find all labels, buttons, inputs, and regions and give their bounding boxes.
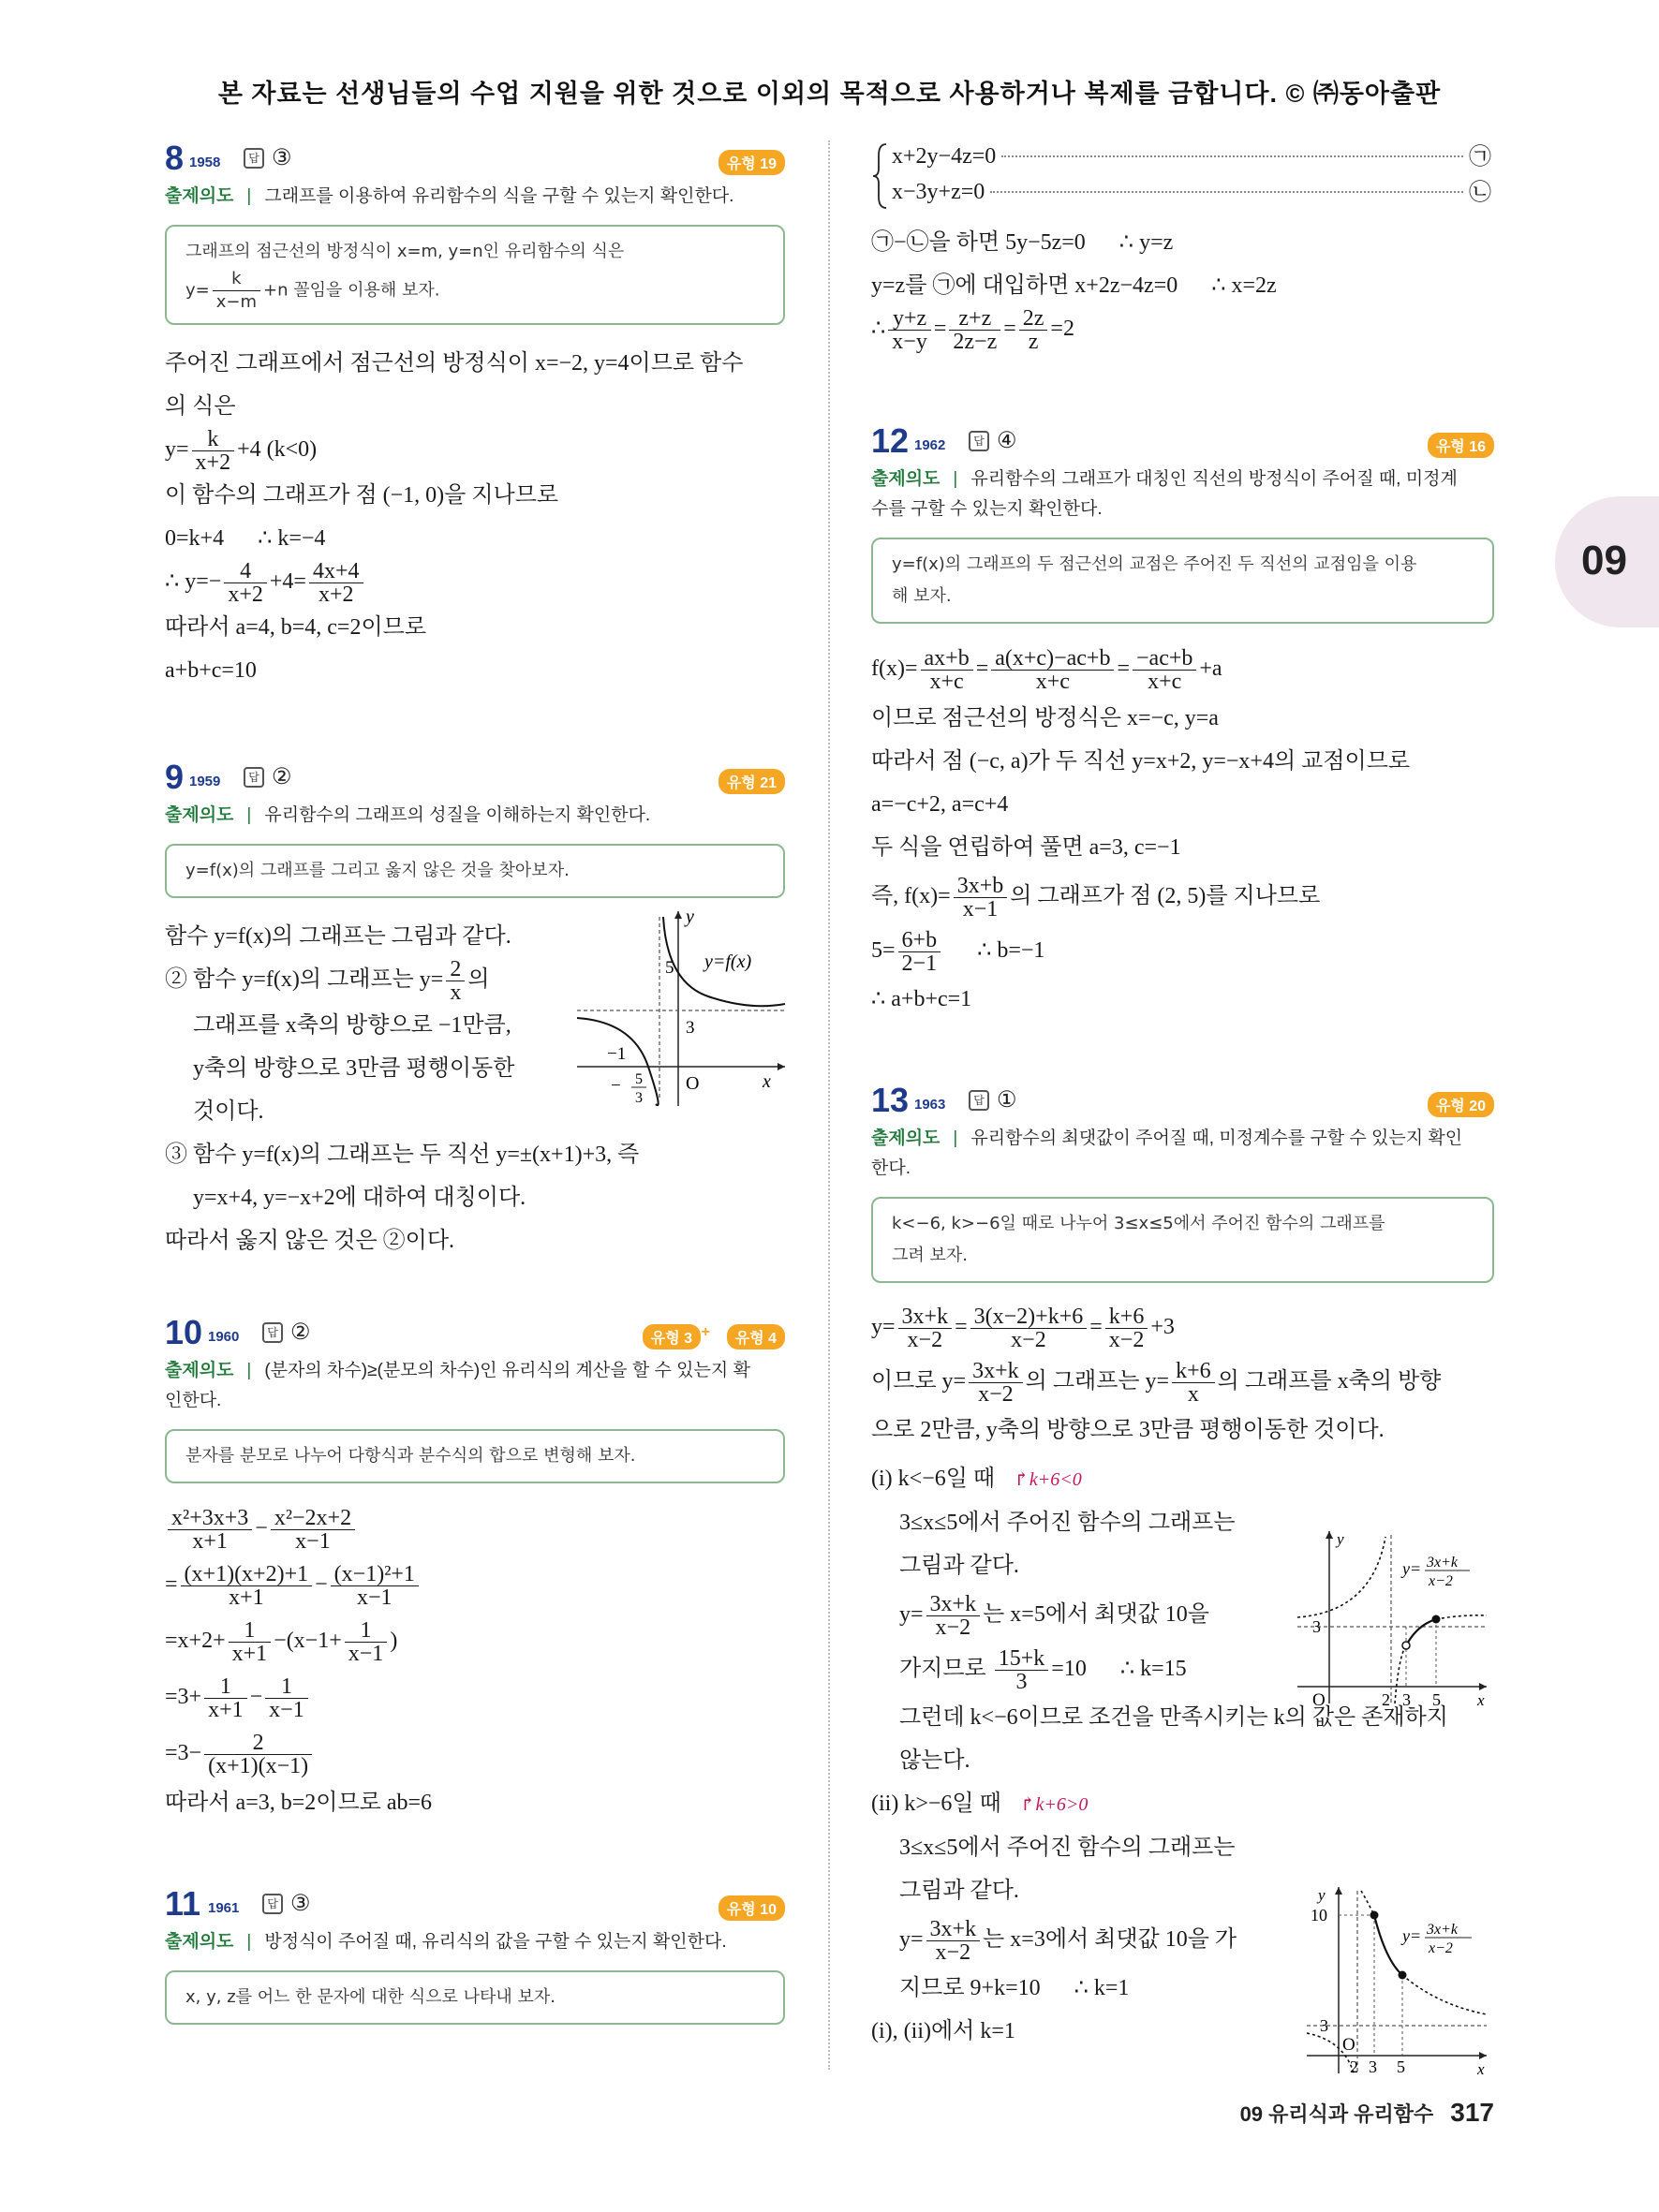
intent-label: 출제의도: [165, 805, 234, 825]
fraction-denominator: 2−1: [901, 951, 938, 976]
solution-line: 따라서 옳지 않은 것은 ②이다.: [165, 1229, 455, 1253]
solution-text: −: [255, 1516, 268, 1541]
solution-text: 의 그래프는 y=: [1025, 1369, 1170, 1394]
problem-id: 1961: [208, 1900, 240, 1916]
solution-text: y=: [871, 1315, 896, 1339]
problem-number: 13: [871, 1081, 910, 1119]
axis-label-x: x: [763, 1071, 771, 1092]
fraction-numerator: (x+1)(x+2)+1: [181, 1563, 313, 1586]
solution-text: =10 ∴ k=15: [1051, 1657, 1187, 1681]
fraction-numerator: a(x+c)−ac+b: [991, 647, 1114, 671]
axis-label-x: x: [1477, 2060, 1485, 2078]
problem-header: [871, 1081, 1494, 1122]
solution-line: 지므로 9+k=10 ∴ k=1: [899, 1976, 1130, 2000]
solution-text: =: [933, 317, 947, 342]
problem-id: 1962: [914, 437, 946, 453]
solution-line: 의 식은: [165, 394, 236, 419]
tick-label: 3: [686, 1018, 695, 1038]
intent-text: (분자의 차수)≥(분모의 차수)인 유리식의 계산을 할 수 있는지 확: [264, 1361, 750, 1380]
solution-line: 따라서 a=3, b=2이므로 ab=6: [165, 1791, 433, 1815]
solution-text: 의: [467, 967, 490, 993]
system-equation: x−3y+z=0: [892, 180, 985, 204]
fraction-denominator: x+1: [229, 1585, 264, 1610]
hint-box: [871, 1197, 1494, 1283]
solution-text: 의 그래프가 점 (2, 5)를 지나므로: [1010, 884, 1321, 908]
solution-line: 그림과 같다.: [899, 1879, 1019, 1903]
solution-line: 이 함수의 그래프가 점 (−1, 0)을 지나므로: [165, 483, 559, 508]
fraction-denominator: x: [1187, 1381, 1199, 1407]
intent-line: 출제의도 | 그래프를 이용하여 유리함수의 식을 구할 수 있는지 확인한다.: [165, 186, 734, 206]
intent-label: 출제의도: [165, 1361, 234, 1380]
axis-label-y: y: [1318, 1886, 1326, 1904]
problem-number: 8: [165, 139, 185, 177]
solution-line: y=z를 ㉠에 대입하면 x+2z−4z=0 ∴ x=2z: [871, 273, 1277, 298]
fraction-numerator: 4x+4: [309, 560, 363, 583]
hint-text: 그려 보자.: [892, 1246, 968, 1265]
solution-line: 주어진 그래프에서 점근선의 방정식이 x=−2, y=4이므로 함수: [165, 351, 744, 376]
axis-label-y: y: [1337, 1530, 1344, 1548]
solution-text: 5=: [871, 938, 896, 963]
solution-line: 3≤x≤5에서 주어진 함수의 그래프는: [899, 1511, 1236, 1535]
tick-label: 3: [1312, 1617, 1321, 1636]
solution-line: 0=k+4 ∴ k=−4: [165, 526, 326, 551]
fraction-denominator: x−2: [935, 1939, 971, 1965]
solution-line: ③ 함수 y=f(x)의 그래프는 두 직선 y=±(x+1)+3, 즉: [165, 1143, 640, 1167]
fraction-denominator: x+1: [231, 1641, 268, 1666]
hint-text: y=f(x)의 그래프의 두 점근선의 교점은 주어진 두 직선의 교점임을 이용: [892, 554, 1417, 574]
solution-body: y= $\frac{3x+k}{x-2}$ = $\frac{3(x-2)+k+6}{x-2}$ = $\frac{k+6}{x-2}$ +3 이므로 y= $\frac{3x+k}{x-2}$ 의 그래프는 y= $\frac{k+6}{x}$ 의 그래프를 x축의 방향 으로 2만큼, y축의 방향으로 3만큼 평행이동한 것이다. (i) k<−6일 때 ↱k+6<0 3≤x≤5에서 주어진 함수의 그래프는 그림과 같다. y= $\frac{3x+k}{x-2}$ 는 x=5에서 최댓값 10을 가지므로 $\frac{15+k}{3}$ =10 ∴ k=15 그런데 k<−6이므로 조건을 만족시키는 k의 값은 존재하지 않는다. (ii) k>−6일 때 ↱k+6>0 3≤x≤5에서 주어진 함수의 그래프는 그림과 같다. y= $\frac{3x+k}{x-2}$ 는 x=3에서 최댓값 10을 가 지므로 9+k=10 ∴ k=1 (i), (ii)에서 k=1: [871, 1300, 1494, 2053]
problem-12: [871, 421, 1494, 1021]
solution-line: 따라서 a=4, b=4, c=2이므로: [165, 615, 427, 640]
answer-value: ②: [272, 764, 292, 789]
solution-text: ): [390, 1629, 398, 1653]
fraction-numerator: −ac+b: [1133, 647, 1196, 671]
graph-p9: [577, 907, 792, 1109]
answer-icon: 답: [244, 148, 264, 169]
fraction-numerator: 1: [345, 1619, 388, 1643]
fraction-numerator: x²−2x+2: [271, 1507, 355, 1530]
solution-text: =: [1117, 656, 1130, 681]
fraction-denominator: x−2: [907, 1327, 943, 1352]
fraction-numerator: 1: [265, 1675, 308, 1699]
fraction-denominator: x+c: [1148, 669, 1182, 694]
fraction-denominator: x−1: [357, 1585, 393, 1610]
solution-text: =: [1089, 1315, 1103, 1339]
solution-text: −(x−1+: [274, 1629, 342, 1653]
intent-text: 유리함수의 최댓값이 주어질 때, 미정계수를 구할 수 있는지 확인: [970, 1128, 1463, 1148]
intent-text: 그래프를 이용하여 유리함수의 식을 구할 수 있는지 확인한다.: [264, 186, 734, 206]
chapter-side-tab: [1555, 496, 1659, 627]
endpoint-max: [1370, 1911, 1379, 1920]
solution-line: ㉠−㉡을 하면 5y−5z=0 ∴ y=z: [871, 230, 1174, 255]
solution-line: 그림과 같다.: [899, 1554, 1019, 1578]
fraction-numerator: (x−1)²+1: [331, 1563, 419, 1586]
fraction-denominator: x−2: [1011, 1327, 1046, 1352]
left-column: [165, 139, 785, 2042]
curve-label: y=f(x): [704, 951, 752, 972]
intent-text: 인한다.: [165, 1391, 222, 1410]
solution-text: ∴ b=−1: [943, 938, 1045, 963]
intent-text: 유리함수의 그래프가 대칭인 직선의 방정식이 주어질 때, 미정계: [970, 469, 1458, 489]
hint-box: [165, 1429, 785, 1483]
fraction-numerator: 1: [204, 1675, 247, 1699]
tick-label: 10: [1311, 1906, 1327, 1924]
solution-line: 이므로 점근선의 방정식은 x=−c, y=a: [871, 706, 1219, 730]
page-footer: [1240, 2098, 1494, 2128]
fraction-denominator: x−1: [348, 1641, 384, 1666]
answer-icon: 답: [969, 431, 989, 451]
problem-11-continued: [871, 139, 1494, 354]
solution-text: =: [975, 656, 989, 681]
graph-case-ii: [1307, 1881, 1494, 2078]
curve-label: y=: [1402, 1926, 1422, 1945]
tick-label: 3: [635, 1090, 643, 1106]
fraction-denominator: x−y: [892, 330, 927, 354]
curve-label-numerator: 3x+k: [1427, 1555, 1458, 1571]
problem-header: [165, 1884, 785, 1925]
fraction-numerator: 15+k: [995, 1647, 1049, 1671]
problem-number: 9: [165, 758, 185, 796]
solution-text: +3: [1150, 1315, 1175, 1339]
curve-left-branch: [1297, 1537, 1385, 1617]
copyright-banner: 본 자료는 선생님들의 수업 지원을 위한 것으로 이외의 목적으로 사용하거나 복제를 금합니다. © ㈜동아출판: [217, 80, 1442, 108]
hint-text: 그래프의 점근선의 방정식이 x=m, y=n인 유리함수의 식은: [185, 242, 625, 261]
problem-header: [165, 758, 785, 799]
intent-label: 출제의도: [871, 469, 941, 489]
tick-label: 3: [1369, 2057, 1377, 2076]
solution-line: 그런데 k<−6이므로 조건을 만족시키는 k의 값은 존재하지: [899, 1705, 1448, 1730]
fraction-denominator: x+1: [208, 1697, 244, 1722]
origin-label: O: [1312, 1690, 1326, 1708]
fraction-numerator: k: [192, 428, 235, 451]
fraction-denominator: x−1: [295, 1528, 331, 1554]
solution-text: −: [249, 1685, 263, 1709]
intent-label: 출제의도: [871, 1128, 941, 1148]
solution-line: 그래프를 x축의 방향으로 −1만큼,: [193, 1013, 511, 1038]
problem-header: [165, 139, 785, 180]
fraction-denominator: x+2: [318, 582, 354, 607]
solution-text: y=: [165, 437, 189, 463]
solution-text: =3−: [165, 1741, 202, 1765]
solution-text: =: [955, 1315, 968, 1339]
tick-label: 5: [635, 1071, 643, 1087]
type-badge: 유형 3: [643, 1324, 701, 1349]
endpoint-open: [1402, 1642, 1410, 1649]
tick-label: −1: [607, 1044, 627, 1064]
type-badge: 유형 4: [727, 1324, 785, 1349]
intent-label: 출제의도: [165, 1932, 234, 1952]
intent-text: 수를 구할 수 있는지 확인한다.: [871, 499, 1103, 519]
problem-id: 1959: [189, 774, 221, 789]
graph-case-i: [1297, 1526, 1494, 1708]
fraction-numerator: 2: [204, 1732, 312, 1755]
chapter-tab-label: 09: [1581, 538, 1627, 583]
fraction-denominator: z: [1028, 330, 1039, 354]
intent-text: 유리함수의 그래프의 성질을 이해하는지 확인한다.: [264, 805, 651, 825]
fraction-numerator: k+6: [1105, 1305, 1148, 1329]
hint-text: +n 꼴임을 이용해 보자.: [263, 280, 440, 301]
solution-text: 이므로 y=: [871, 1369, 967, 1394]
solution-line: 않는다.: [899, 1748, 970, 1773]
fraction-denominator: x−m: [215, 292, 258, 312]
curve-label-denominator: x−2: [1429, 1940, 1453, 1956]
fraction-denominator: 3: [1015, 1669, 1028, 1694]
solution-line: 함수 y=f(x)의 그래프는 그림과 같다.: [165, 924, 511, 949]
solution-text: 의 그래프를 x축의 방향: [1217, 1369, 1442, 1394]
fraction-denominator: x: [450, 981, 462, 1005]
fraction-numerator: 3x+k: [969, 1360, 1023, 1383]
solution-line: a=−c+2, a=c+4: [871, 792, 1009, 817]
answer-icon: 답: [262, 1322, 283, 1343]
fraction-numerator: 4: [224, 560, 267, 583]
fraction-denominator: x+2: [195, 450, 231, 475]
answer-value: ③: [272, 145, 292, 170]
fraction-numerator: 3x+k: [926, 1593, 981, 1616]
answer-value: ②: [290, 1320, 311, 1345]
solution-text: ∴ y=−: [165, 569, 222, 595]
hint-text: 분자를 분모로 나누어 다항식과 분수식의 합으로 변형해 보자.: [185, 1446, 636, 1466]
solution-body: [165, 1500, 785, 1824]
solution-text: +4 (k<0): [237, 437, 318, 463]
solution-line: y축의 방향으로 3만큼 평행이동한: [193, 1056, 515, 1081]
solution-line: y=x+4, y=−x+2에 대하여 대칭이다.: [193, 1186, 526, 1210]
fraction-numerator: x²+3x+3: [168, 1507, 252, 1530]
problem-header: 10 1960 답 ② 유형 3 + 유형 4: [165, 1313, 785, 1354]
problem-number: 12: [871, 421, 910, 460]
tick-label: 3: [1320, 2016, 1328, 2035]
hint-text: y=f(x)의 그래프를 그리고 옳지 않은 것을 찾아보자.: [185, 861, 570, 880]
curve-solid-segment: [1406, 1619, 1436, 1645]
solution-body: [871, 641, 1494, 1021]
solution-line: 것이다.: [193, 1099, 264, 1124]
solution-text: =: [1003, 317, 1016, 342]
fraction-denominator: 2z−z: [953, 330, 998, 354]
hint-text: x, y, z를 어느 한 문자에 대한 식으로 나타내 보자.: [185, 1987, 556, 2007]
fraction-numerator: 6+b: [898, 929, 941, 952]
axis-label-x: x: [1477, 1691, 1485, 1708]
fraction-numerator: 2z: [1019, 307, 1048, 331]
tick-label: 5: [1432, 1690, 1441, 1708]
tick-label: 3: [1402, 1690, 1411, 1708]
fraction-denominator: x+1: [192, 1528, 228, 1554]
equation-marker: ㉡: [1469, 179, 1491, 205]
intent-text: 방정식이 주어질 때, 유리식의 값을 구할 수 있는지 확인한다.: [264, 1932, 727, 1952]
solution-text: y=: [899, 1927, 924, 1952]
solution-text: +4=: [269, 569, 306, 595]
column-divider: [828, 140, 830, 2070]
fraction-denominator: x−1: [269, 1697, 304, 1722]
problem-13: [871, 1081, 1494, 2078]
axis-label-y: y: [686, 907, 694, 927]
hint-text: y=: [185, 280, 210, 301]
answer-icon: 답: [969, 1090, 989, 1111]
problem-id: 1958: [189, 155, 221, 170]
hint-box: [165, 225, 785, 325]
fraction-numerator: y+z: [888, 307, 931, 331]
answer-icon: 답: [262, 1894, 283, 1914]
type-badge: 유형 10: [718, 1895, 785, 1921]
solution-text: 가지므로: [899, 1657, 986, 1681]
solution-body: [165, 342, 785, 692]
solution-text: f(x)=: [871, 656, 918, 681]
fraction-numerator: z+z: [949, 307, 1000, 331]
tick-label: −: [611, 1076, 621, 1096]
system-brace: [871, 142, 890, 210]
equation-marker: ㉠: [1469, 143, 1491, 170]
hint-box: [871, 538, 1494, 624]
fraction-denominator: x−2: [978, 1381, 1014, 1407]
fraction-numerator: 2: [446, 958, 465, 981]
fraction-numerator: 3(x−2)+k+6: [970, 1305, 1088, 1329]
type-badge: 유형 21: [718, 769, 785, 794]
intent-line: 출제의도 | 유리함수의 그래프의 성질을 이해하는지 확인한다.: [165, 805, 651, 825]
solution-text: y=: [899, 1602, 924, 1627]
problem-10: [165, 1313, 785, 1824]
answer-value: ④: [997, 428, 1017, 453]
fraction-denominator: x+c: [929, 669, 964, 694]
curve-solid-segment: [1374, 1915, 1402, 1975]
case-heading: (i) k<−6일 때: [871, 1467, 996, 1491]
type-badge: 유형 19: [718, 150, 785, 175]
solution-line: 으로 2만큼, y축의 방향으로 3만큼 평행이동한 것이다.: [871, 1418, 1385, 1442]
answer-value: ①: [997, 1087, 1017, 1113]
type-badge: 유형 16: [1428, 433, 1494, 458]
solution-line: (i), (ii)에서 k=1: [871, 2019, 1015, 2043]
right-column: [871, 139, 1494, 2078]
case-heading: (ii) k>−6일 때: [871, 1792, 1001, 1816]
fraction-numerator: 3x+k: [898, 1305, 953, 1329]
system-equation: x+2y−4z=0: [892, 144, 997, 169]
intent-line: 출제의도 | 유리함수의 최댓값이 주어질 때, 미정계수를 구할 수 있는지 확인 한다.: [871, 1128, 1463, 1178]
intent-label: 출제의도: [165, 186, 234, 206]
fraction-numerator: k+6: [1172, 1360, 1215, 1383]
solution-text: =x+2+: [165, 1629, 226, 1653]
solution-text: ∴: [871, 317, 886, 342]
hint-box: [165, 1970, 785, 2025]
page-number: 317: [1450, 2098, 1494, 2127]
solution-line: a+b+c=10: [165, 658, 257, 683]
intent-line: 출제의도 | 유리함수의 그래프가 대칭인 직선의 방정식이 주어질 때, 미정계 수를 구할 수 있는지 확인한다.: [871, 469, 1458, 519]
endpoint: [1399, 1971, 1407, 1980]
problem-9: [165, 758, 785, 1262]
tick-label: 2: [1382, 1690, 1390, 1708]
problem-11: [165, 1884, 785, 2025]
problem-header: [871, 421, 1494, 463]
endpoint-max: [1432, 1615, 1441, 1624]
solution-text: 즉, f(x)=: [871, 884, 951, 908]
solution-text: =2: [1050, 317, 1074, 342]
solution-line: 따라서 점 (−c, a)가 두 직선 y=x+2, y=−x+4의 교점이므로: [871, 749, 1411, 774]
fraction-denominator: (x+1)(x−1): [208, 1753, 309, 1778]
fraction-denominator: x−1: [962, 896, 999, 922]
hint-box: [165, 844, 785, 898]
type-badge: 유형 20: [1428, 1092, 1494, 1117]
fraction-numerator: 3x+b: [954, 875, 1008, 898]
problem-id: 1963: [914, 1097, 946, 1113]
answer-value: ③: [290, 1891, 311, 1916]
solution-text: =: [165, 1572, 178, 1597]
answer-icon: 답: [244, 767, 264, 788]
solution-text: 는 x=5에서 최댓값 10을: [983, 1602, 1209, 1627]
case-note: k+6>0: [1035, 1794, 1089, 1815]
fraction-numerator: ax+b: [921, 647, 973, 671]
hint-text: 해 보자.: [892, 586, 952, 606]
problem-8: [165, 139, 785, 692]
solution-text: ② 함수 y=f(x)의 그래프는 y=: [165, 967, 444, 993]
solution-line: ∴ a+b+c=1: [871, 987, 972, 1011]
origin-label: O: [1342, 2035, 1355, 2055]
fraction-numerator: k: [213, 268, 260, 291]
problem-number: 11: [165, 1884, 201, 1923]
intent-text: 한다.: [871, 1158, 911, 1178]
curve-label-numerator: 3x+k: [1427, 1922, 1458, 1938]
intent-line: 출제의도 | (분자의 차수)≥(분모의 차수)인 유리식의 계산을 할 수 있는지 확 인한다.: [165, 1361, 750, 1410]
solution-text: 는 x=3에서 최댓값 10을 가: [983, 1927, 1237, 1952]
footer-chapter: 09 유리식과 유리함수: [1239, 2102, 1434, 2126]
solution-text: −: [315, 1572, 328, 1597]
fraction-denominator: x+c: [1035, 669, 1070, 694]
case-note: k+6<0: [1029, 1469, 1082, 1490]
curve-label-denominator: x−2: [1429, 1573, 1453, 1589]
fraction-denominator: x−2: [935, 1615, 971, 1640]
problem-id: 1960: [208, 1329, 240, 1345]
fraction-numerator: 3x+k: [926, 1918, 981, 1941]
intent-line: 출제의도 | 방정식이 주어질 때, 유리식의 값을 구할 수 있는지 확인한다.: [165, 1932, 727, 1952]
tick-label: 5: [1397, 2057, 1405, 2076]
solution-line: 3≤x≤5에서 주어진 함수의 그래프는: [899, 1836, 1236, 1860]
fraction-numerator: 1: [229, 1619, 272, 1643]
tick-label: 2: [1350, 2057, 1358, 2076]
fraction-denominator: x−2: [1108, 1327, 1145, 1352]
origin-label: O: [686, 1073, 700, 1094]
solution-line: 두 식을 연립하여 풀면 a=3, c=−1: [871, 835, 1181, 860]
solution-text: =3+: [165, 1685, 202, 1709]
fraction-denominator: x+2: [228, 582, 263, 607]
curve-label: y=: [1402, 1559, 1422, 1578]
hint-text: k<−6, k>−6일 때로 나누어 3≤x≤5에서 주어진 함수의 그래프를: [892, 1214, 1385, 1233]
tick-label: 5: [665, 958, 674, 978]
solution-text: +a: [1199, 656, 1222, 681]
problem-number: 10: [165, 1313, 203, 1351]
